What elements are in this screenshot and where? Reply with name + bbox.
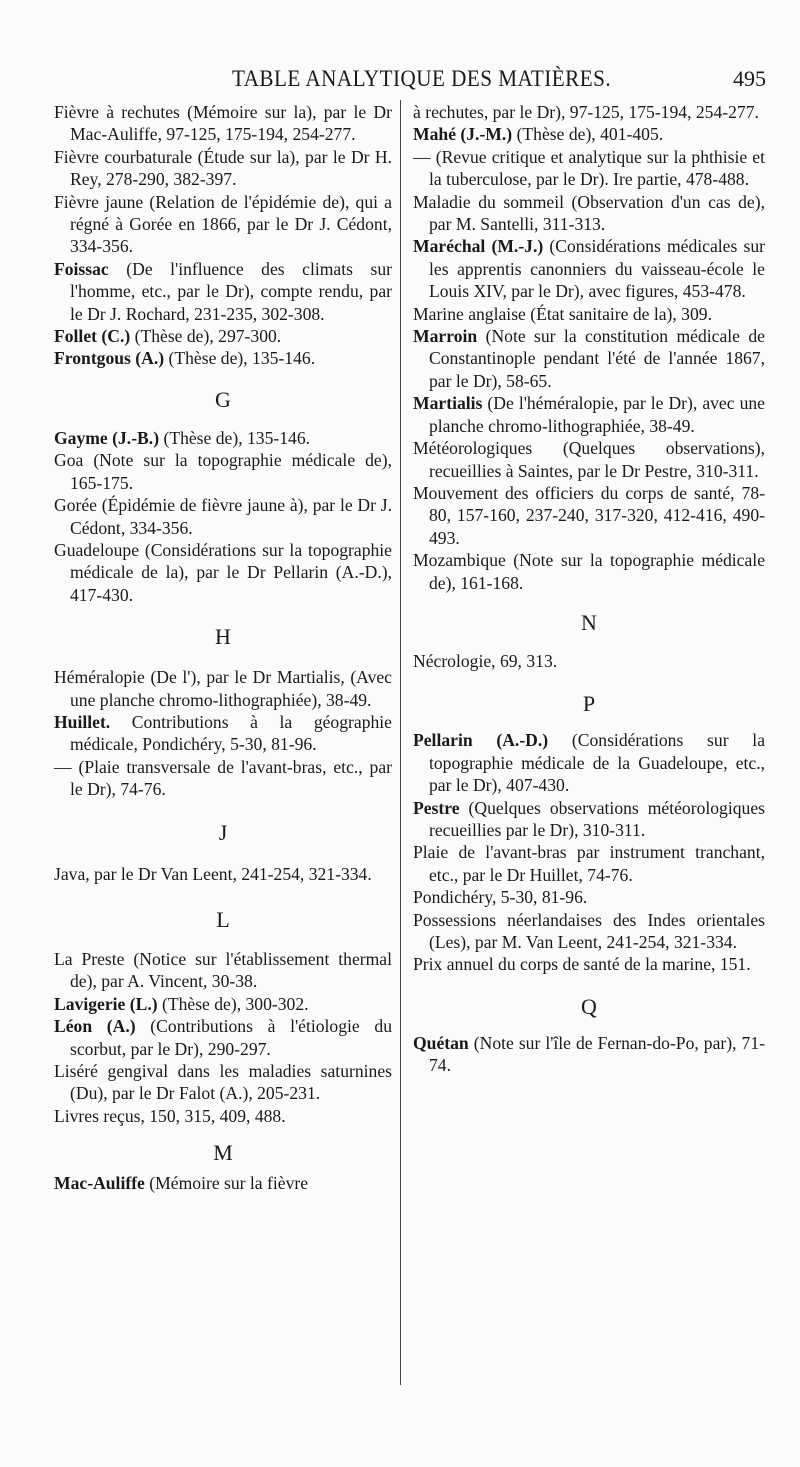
index-entry: [54, 993, 392, 1015]
index-entry: [54, 666, 392, 711]
entry-text: Plaie de l'avant-bras par instrument tranchant, etc., par le Dr Huillet, 74-76.: [413, 842, 765, 885]
section-L: [54, 948, 392, 1127]
entry-text: (Mémoire sur la fièvre: [144, 1173, 309, 1194]
index-entry: [54, 756, 392, 801]
index-entry: [54, 427, 392, 449]
entry-author: Léon (A.): [54, 1016, 136, 1037]
entry-text: (Thèse de), 297-300.: [130, 326, 282, 347]
section-F: [54, 101, 392, 370]
section-letter-N: N: [581, 609, 597, 635]
entry-text: à rechutes, par le Dr), 97-125, 175-194, 254-277.: [413, 102, 759, 122]
entry-text: — (Revue critique et analytique sur la phthisie et la tuberculose, par le Dr). Ire partie, 478-488.: [413, 146, 765, 190]
entry-text: Héméralopie (De l'), par le Dr Martialis, (Avec une planche chromo-lithographiée), 38-49.: [54, 667, 392, 710]
entry-text: Marine anglaise (État sanitaire de la), 309.: [413, 303, 712, 324]
entry-author: Martialis: [413, 393, 483, 414]
index-entry: [54, 494, 392, 539]
index-entry: [54, 1015, 392, 1060]
index-entry: [413, 953, 765, 975]
section-H: [54, 666, 392, 800]
entry-author: Marroin: [413, 326, 478, 347]
section-Q: [413, 1032, 765, 1077]
entry-text: Gorée (Épidémie de fièvre jaune à), par le Dr J. Cédont, 334-356.: [54, 495, 392, 538]
section-letter-Q: Q: [581, 993, 597, 1019]
entry-text: (Contributions à l'étiologie du scorbut, par le Dr), 290-297.: [70, 1016, 392, 1059]
index-entry: [54, 449, 392, 494]
index-entry: [413, 841, 765, 886]
entry-text: (Note sur l'île de Fernan-do-Po, par), 71-74.: [429, 1032, 765, 1076]
section-letter-M: M: [213, 1140, 233, 1166]
section-letter-G: G: [215, 386, 231, 412]
section-letter-P: P: [582, 691, 596, 717]
entry-text: Liséré gengival dans les maladies saturnines (Du), par le Dr Falot (A.), 205-231.: [54, 1061, 392, 1104]
entry-text: Maladie du sommeil (Observation d'un cas de), par M. Santelli, 311-313.: [413, 191, 765, 235]
entry-text: Livres reçus, 150, 315, 409, 488.: [54, 1105, 286, 1126]
index-entry: [54, 1060, 392, 1105]
index-entry: [413, 650, 765, 672]
entry-text: (Considérations médicales sur les apprentis canonniers du vaisseau-école le Louis XIV, par le Dr), avec figures, 453-478.: [429, 236, 765, 302]
entry-author: Gayme (J.-B.): [54, 427, 160, 448]
section-G: [54, 427, 392, 606]
index-entry: [413, 392, 765, 437]
index-entry: [413, 146, 765, 191]
entry-text: (Quelques observations météorologiques recueillies par le Dr), 310-311.: [429, 797, 765, 840]
entry-text: Fièvre à rechutes (Mémoire sur la), par le Dr Mac-Auliffe, 97-125, 175-194, 254-277.: [54, 102, 392, 145]
index-entry: [54, 711, 392, 756]
entry-text: Guadeloupe (Considérations sur la topographie médicale de la), par le Dr Pellarin (A.-D.), 417-430.: [54, 539, 392, 605]
index-entry: [54, 948, 392, 993]
index-entry: [54, 863, 392, 885]
column-divider: [400, 100, 401, 1385]
entry-text: La Preste (Notice sur l'établissement thermal de), par A. Vincent, 30-38.: [54, 948, 392, 992]
entry-text: Java, par le Dr Van Leent, 241-254, 321-334.: [54, 863, 372, 884]
entry-author: Mahé (J.-M.): [413, 124, 513, 145]
section-N: [413, 650, 765, 672]
index-entry: [413, 549, 765, 594]
section-P: [413, 729, 765, 975]
entry-author: Foissac: [54, 258, 109, 279]
entry-text: Contributions à la géographie médicale, Pondichéry, 5-30, 81-96.: [70, 711, 392, 755]
index-entry: [54, 101, 392, 146]
index-entry: [413, 191, 765, 236]
index-entry: [54, 258, 392, 325]
index-entry: [413, 303, 765, 325]
entry-author: Pellarin (A.-D.): [413, 730, 549, 751]
index-entry: [54, 347, 392, 369]
entry-text: Pondichéry, 5-30, 81-96.: [413, 887, 588, 908]
index-entry: [54, 1172, 392, 1194]
page-number: 495: [733, 66, 766, 91]
entry-author: Pestre: [413, 797, 460, 818]
entry-text: (Considérations sur la topographie médicale de la Guadeloupe, etc., par le Dr), 407-430.: [429, 730, 766, 796]
entry-author: Follet (C.): [54, 326, 131, 347]
index-entry: [413, 1032, 765, 1077]
entry-text: — (Plaie transversale de l'avant-bras, etc., par le Dr), 74-76.: [54, 756, 392, 800]
right-column: [413, 101, 765, 1077]
entry-author: Lavigerie (L.): [54, 993, 158, 1014]
entry-text: Mozambique (Note sur la topographie médicale de), 161-168.: [413, 550, 765, 593]
index-entry: [413, 909, 765, 954]
page-header: [0, 66, 800, 96]
entry-text: Fièvre jaune (Relation de l'épidémie de), qui a régné à Gorée en 1866, par le Dr J. Cédont, 334-356.: [54, 191, 392, 257]
index-entry: [54, 1105, 392, 1127]
entry-text: (Thèse de), 135-146.: [159, 427, 311, 448]
index-entry: [413, 101, 765, 123]
index-entry: [54, 539, 392, 606]
index-entry: [413, 437, 765, 482]
section-M-cont: [413, 101, 765, 594]
index-entry: [54, 325, 392, 347]
index-entry: [54, 191, 392, 258]
entry-text: Prix annuel du corps de santé de la marine, 151.: [413, 954, 751, 975]
entry-author: Maréchal (M.-J.): [413, 236, 544, 257]
entry-text: (De l'héméralopie, par le Dr), avec une planche chromo-lithographiée, 38-49.: [429, 393, 765, 436]
index-entry: [413, 325, 765, 392]
entry-author: Quétan: [413, 1032, 469, 1053]
index-entry: [54, 146, 392, 191]
entry-text: Nécrologie, 69, 313.: [413, 650, 558, 671]
entry-text: Possessions néerlandaises des Indes orientales (Les), par M. Van Leent, 241-254, 321-334.: [413, 909, 765, 952]
entry-text: (Thèse de), 300-302.: [157, 993, 309, 1014]
section-J: [54, 863, 392, 885]
entry-text: (Thèse de), 135-146.: [164, 348, 316, 369]
entry-text: (Note sur la constitution médicale de Constantinople pendant l'été de l'année 1867, par le Dr), 58-65.: [429, 326, 765, 391]
index-entry: [413, 797, 765, 842]
entry-text: (De l'influence des climats sur l'homme, etc., par le Dr), compte rendu, par le Dr J. Rochard, 231-235, 302-308.: [70, 258, 392, 324]
index-entry: [413, 235, 765, 302]
index-entry: [413, 123, 765, 145]
entry-text: Goa (Note sur la topographie médicale de), 165-175.: [54, 450, 392, 493]
section-letter-J: J: [218, 819, 228, 845]
index-entry: [413, 729, 765, 796]
page-title: TABLE ANALYTIQUE DES MATIÈRES.: [232, 66, 612, 91]
section-M-start: [54, 1172, 392, 1194]
entry-author: Huillet.: [54, 711, 111, 732]
entry-text: Météorologiques (Quelques observations), recueillies à Saintes, par le Dr Pestre, 310-311.: [413, 438, 765, 481]
index-entry: [413, 886, 765, 908]
left-column: [54, 101, 392, 1195]
entry-author: Mac-Auliffe: [54, 1173, 145, 1194]
entry-text: (Thèse de), 401-405.: [512, 124, 664, 145]
section-letter-H: H: [215, 624, 231, 650]
section-letter-L: L: [216, 906, 230, 932]
entry-author: Frontgous (A.): [54, 348, 165, 369]
entry-text: Mouvement des officiers du corps de santé, 78-80, 157-160, 237-240, 317-320, 412-416, 490-493.: [413, 482, 765, 548]
entry-text: Fièvre courbaturale (Étude sur la), par le Dr H. Rey, 278-290, 382-397.: [54, 146, 392, 190]
index-entry: [413, 482, 765, 549]
